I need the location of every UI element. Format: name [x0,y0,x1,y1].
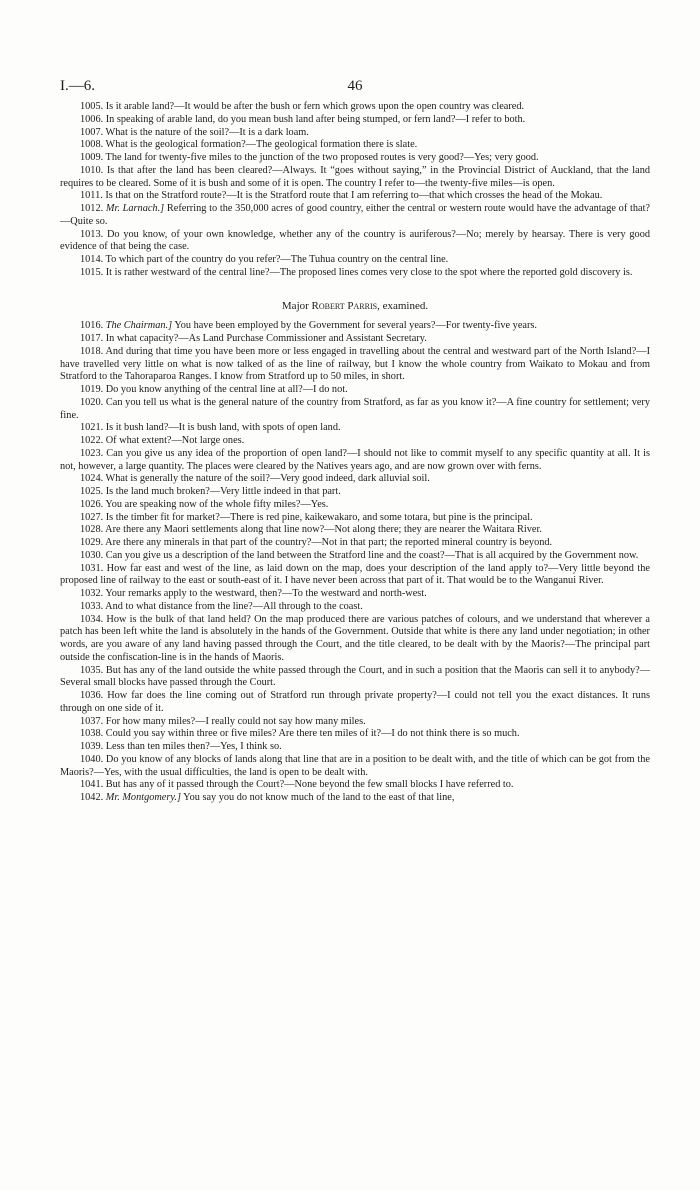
paragraph-text: 1031. How far east and west of the line, as laid down on the map, does your description of the land apply to?—Very little beyond the proposed line of railway to the east or south-east of it. I have never been across that part of it. That would be to the Wanganui River. [60,562,650,587]
body-text [60,101,650,805]
evidence-paragraph [60,114,650,127]
page-number: 46 [347,78,363,94]
paragraph-text: 1033. And to what distance from the line?—All through to the coast. [80,600,363,612]
evidence-paragraph [60,563,650,589]
witness-suffix: , examined. [377,299,429,312]
paragraph-text: 1005. Is it arable land?—It would be after the bush or fern which grows upon the open country was cleared. [80,101,525,112]
witness-name: Robert Parris [311,299,378,312]
paragraph-text: 1020. Can you tell us what is the general nature of the country from Stratford, as far as you know it?—A fine country for settlement; very fine. [60,396,650,421]
evidence-paragraph [60,101,650,114]
paragraph-text: 1036. How far does the line coming out of Stratford run through private property?—I could not tell you the exact distances. It runs through on one side of it. [60,690,650,714]
paragraph-text: 1009. The land for twenty-five miles to the junction of the two proposed routes is very good?—Yes; very good. [80,152,539,163]
evidence-paragraph [60,397,650,423]
evidence-paragraph [60,741,650,754]
witness-heading [60,300,650,313]
paragraph-text: 1028. Are there any Maori settlements along that line now?—Not along there; they are nearer the Waitara River. [80,524,542,536]
evidence-section-1 [60,101,650,280]
evidence-paragraph [60,139,650,152]
paragraph-text: 1022. Of what extent?—Not large ones. [80,435,245,446]
paragraph-text: 1013. Do you know, of your own knowledge, whether any of the country is auriferous?—No; merely by hearsay. There is very good evidence of that being the case. [60,228,650,253]
paragraph-text: 1018. And during that time you have been more or less engaged in travelling about the central and westward part of the North Island?—I have travelled very little on what is now talked of as the line of railway, but I know the whole country from Waikato to Mokau and from Stratford to the Tahoraparoa Ranges. I know from Stratford up to 50 miles, in short. [60,345,650,383]
evidence-paragraph [60,486,650,499]
evidence-paragraph [60,716,650,729]
evidence-paragraph [60,422,650,435]
evidence-paragraph [60,550,650,563]
paragraph-text: You say you do not know much of the land to the east of that line, [180,792,455,803]
evidence-paragraph [60,588,650,601]
evidence-paragraph [60,435,650,448]
evidence-paragraph [60,499,650,512]
paragraph-text: 1039. Less than ten miles then?—Yes, I think so. [80,741,282,752]
evidence-paragraph [60,690,650,716]
paragraph-text: 1017. In what capacity?—As Land Purchase Commissioner and Assistant Secretary. [80,333,427,344]
paragraph-text: 1027. Is the timber fit for market?—There is red pine, kaikewakaro, and some totara, but pine is the principal. [80,511,533,523]
speaker-name: The Chairman.] [105,320,173,332]
paragraph-text: 1030. Can you give us a description of the land between the Stratford line and the coast?—That is all acquired by the Government now. [80,549,639,561]
paragraph-text: 1021. Is it bush land?—It is bush land, with spots of open land. [80,422,341,434]
paragraph-text: 1037. For how many miles?—I really could not say how many miles. [80,715,366,727]
paragraph-text: You have been employed by the Government for several years?—For twenty-five years. [172,320,537,332]
paragraph-text: 1029. Are there any minerals in that part of the country?—Not in that part; the reported mineral country is beyond. [80,537,553,548]
question-number: 1016. [80,320,104,332]
paragraph-text: 1024. What is generally the nature of the soil?—Very good indeed, dark alluvial soil. [80,473,430,485]
evidence-paragraph [60,601,650,614]
evidence-paragraph [60,229,650,255]
speaker-name: Mr. Montgomery.] [105,792,181,803]
evidence-paragraph [60,320,650,333]
paragraph-text: 1011. Is that on the Stratford route?—It is the Stratford route that I am referring to—that which crosses the head of the Mokau. [80,190,603,202]
paragraph-text: 1026. You are speaking now of the whole fifty miles?—Yes. [80,498,329,510]
evidence-paragraph [60,754,650,780]
paragraph-text: 1010. Is that after the land has been cleared?—Always. It “goes without saying,” in the Provincial District of Auckland, that the land requires to be cleared. Some of it is bush and some of it is open. The country I refer to—the twenty-five miles—is open. [60,164,650,189]
evidence-paragraph [60,190,650,203]
paragraph-text: 1032. Your remarks apply to the westward, then?—To the westward and north-west. [80,588,427,599]
evidence-paragraph [60,152,650,165]
paragraph-text: Referring to the 350,000 acres of good country, either the central or western route would have the advantage of that?—Quite so. [60,203,651,227]
paragraph-text: 1008. What is the geological formation?—The geological formation there is slate. [80,139,418,151]
evidence-paragraph [60,537,650,550]
paragraph-text: 1015. It is rather westward of the central line?—The proposed lines comes very close to the spot where the reported gold discovery is. [80,266,633,278]
paragraph-text: 1038. Could you say within three or five miles? Are there ten miles of it?—I do not think there is so much. [80,728,520,740]
paragraph-text: 1041. But has any of it passed through the Court?—None beyond the few small blocks I have referred to. [80,779,514,791]
evidence-paragraph [60,346,650,384]
evidence-paragraph [60,254,650,267]
page-header [60,78,650,98]
paragraph-text: 1025. Is the land much broken?—Very little indeed in that part. [80,486,341,497]
evidence-paragraph [60,127,650,140]
witness-title: Major [281,299,309,312]
evidence-paragraph [60,728,650,741]
paragraph-text: 1007. What is the nature of the soil?—It is a dark loam. [80,126,309,138]
document-reference: I.—6. [60,78,95,94]
question-number: 1012. [80,203,104,214]
paragraph-text: 1023. Can you give us any idea of the proportion of open land?—I should not like to commit myself to any specific quantity at all. It is not, however, a large quantity. The places were cleared by the Natives years ago, and are now grown over with ferns. [60,447,650,472]
evidence-paragraph [60,165,650,191]
evidence-paragraph [60,665,650,691]
evidence-paragraph [60,792,650,805]
paragraph-text: 1019. Do you know anything of the central line at all?—I do not. [80,384,348,395]
evidence-paragraph [60,473,650,486]
evidence-paragraph [60,779,650,792]
evidence-section-2 [60,320,650,805]
evidence-paragraph [60,614,650,665]
paragraph-text: 1035. But has any of the land outside the white passed through the Court, and in such a position that the Maoris can sell it to anybody?—Several small blocks have passed through the Court. [60,664,650,689]
evidence-paragraph [60,448,650,474]
paragraph-text: 1034. How is the bulk of that land held? On the map produced there are various patches of colours, and we understand that wherever a patch has been left white the land is absolutely in the hands of the Government. Outside that white is there any land under negotiation; in other words, are you aware of any land having passed through the Court, and the title cleared, to be dealt with by the Maoris?—The principal part outside the confiscation-line is in the hands of Maoris. [60,613,650,663]
evidence-paragraph [60,333,650,346]
evidence-paragraph [60,384,650,397]
question-number: 1042. [80,792,104,803]
paragraph-text: 1006. In speaking of arable land, do you mean bush land after being stumped, or fern land?—I refer to both. [80,113,526,125]
speaker-name: Mr. Larnach.] [105,203,165,214]
evidence-paragraph [60,203,650,229]
paragraph-text: 1040. Do you know of any blocks of lands along that line that are in a position to be dealt with, and the title of which can be got from the Maoris?—Yes, with the usual difficulties, the land is open to be dealt with. [60,753,650,778]
evidence-paragraph [60,524,650,537]
evidence-paragraph [60,267,650,280]
evidence-paragraph [60,512,650,525]
paragraph-text: 1014. To which part of the country do you refer?—The Tuhua country on the central line. [80,254,449,265]
